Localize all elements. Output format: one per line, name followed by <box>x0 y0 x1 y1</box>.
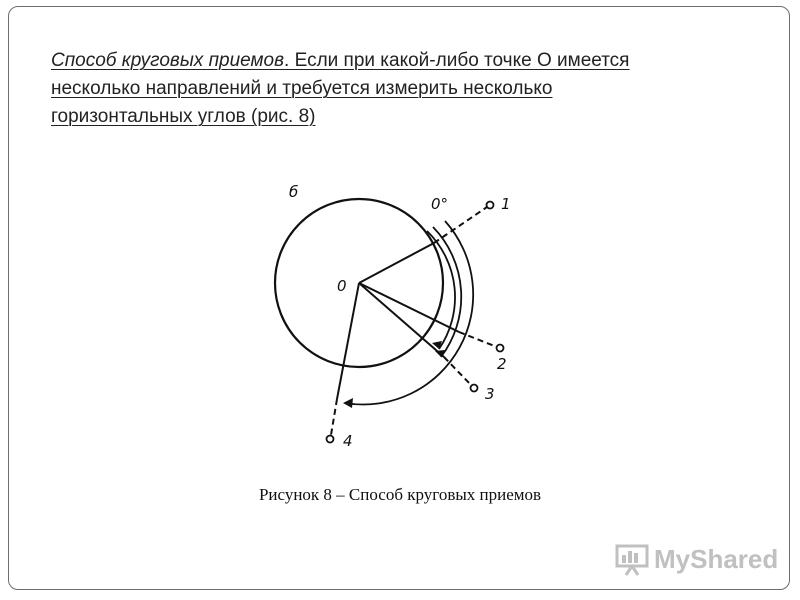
point-3 <box>471 385 478 392</box>
direction-dash-4 <box>331 399 337 435</box>
angle-arc-1-2 <box>427 231 455 349</box>
figure-caption: Рисунок 8 – Способ круговых приемов <box>258 485 542 504</box>
label-direction-2: 2 <box>497 355 507 373</box>
direction-line-4 <box>337 283 359 399</box>
method-name: Способ круговых приемов <box>51 50 285 71</box>
direction-dash-3 <box>444 357 471 385</box>
direction-line-3 <box>359 283 444 357</box>
label-zero-degree: 0° <box>431 195 449 213</box>
direction-line-2 <box>359 283 459 332</box>
label-direction-4: 4 <box>343 432 353 450</box>
myshared-watermark <box>614 542 778 576</box>
paragraph-line-3: горизонтальных углов (рис. 8) <box>51 106 316 127</box>
paragraph-line-2: несколько направлений и требуется измерить несколько <box>51 78 553 99</box>
angle-arc-1-3 <box>433 227 461 357</box>
direction-dash-2 <box>459 332 497 347</box>
paragraph-line-1-rest: . Если при какой-либо точке О имеется <box>284 50 630 71</box>
label-b: б <box>289 183 299 201</box>
circular-method-diagram <box>259 167 539 457</box>
point-2 <box>497 345 504 352</box>
arrow-head-4 <box>343 398 353 408</box>
point-1 <box>487 202 494 209</box>
intro-paragraph <box>51 47 741 131</box>
direction-line-1 <box>359 243 434 283</box>
slide <box>8 6 790 590</box>
paragraph-line-1 <box>51 47 741 75</box>
label-center-o: 0 <box>337 277 347 295</box>
label-direction-3: 3 <box>485 385 495 403</box>
watermark-text: MyShared <box>654 543 779 574</box>
figure-circular-method <box>259 167 539 457</box>
point-4 <box>327 436 334 443</box>
label-direction-1: 1 <box>501 195 511 213</box>
presentation-screen-icon <box>614 542 650 576</box>
